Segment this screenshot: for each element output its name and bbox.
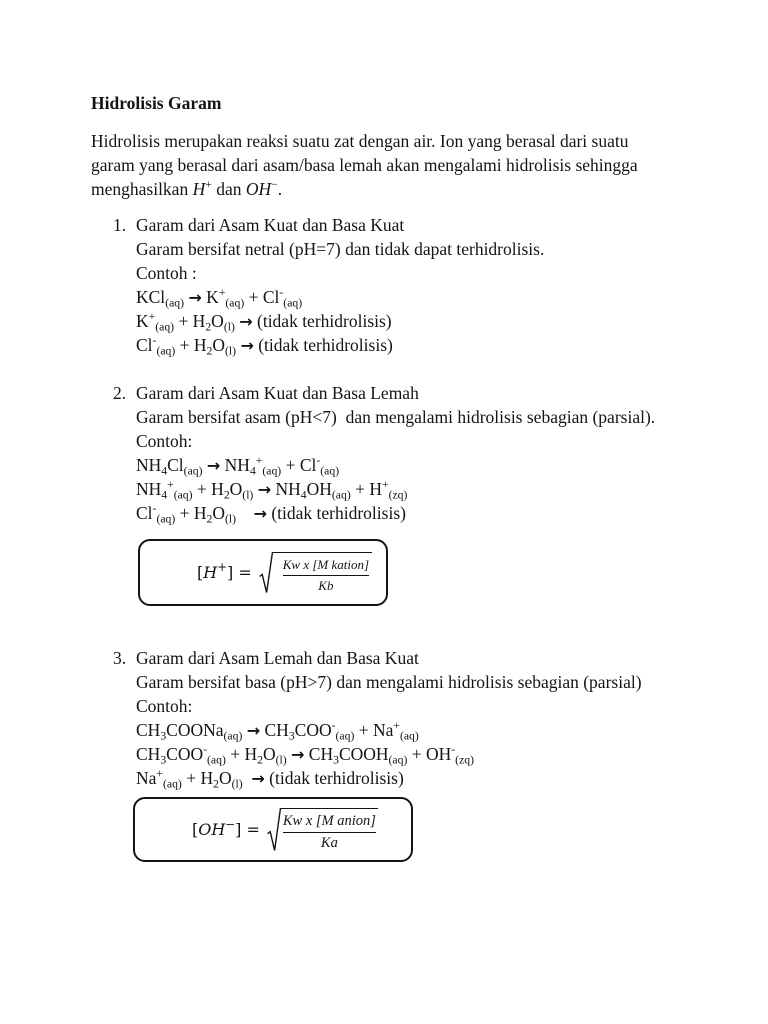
list-number: 2. <box>113 383 127 403</box>
equation-list <box>136 718 743 790</box>
text-run: + OH <box>407 744 452 764</box>
square-root-sign <box>259 552 273 594</box>
chemical-equation <box>136 453 743 477</box>
text-run: + H <box>225 744 258 764</box>
math-symbol: OH <box>198 819 226 839</box>
text-run: O <box>211 311 224 331</box>
text-run: dan <box>211 179 246 199</box>
superscript: + <box>381 478 389 491</box>
text-run: + H <box>192 479 224 499</box>
text-run: CH <box>136 720 161 740</box>
text-run: CH <box>260 720 289 740</box>
text-run: COO <box>166 744 204 764</box>
example-label: Contoh: <box>136 696 193 716</box>
superscript: + <box>217 559 227 574</box>
text-run: + H <box>175 503 207 523</box>
superscript: + <box>156 767 163 780</box>
text-run: NH <box>220 455 250 475</box>
text-run: O <box>262 744 276 764</box>
reaction-arrow: → <box>253 504 267 523</box>
subscript: (aq) <box>335 729 355 743</box>
text-run: (tidak terhidrolisis) <box>253 335 393 355</box>
reaction-arrow: → <box>206 456 221 475</box>
list-item-body <box>136 213 743 357</box>
fraction-numerator: Kw x [M anion] <box>283 813 376 833</box>
subscript: 4 <box>249 464 256 478</box>
subscript: (aq) <box>163 777 182 791</box>
text-run: [ <box>192 819 199 839</box>
text-run: (tidak terhidrolisis) <box>264 768 404 788</box>
subscript: 3 <box>333 753 339 767</box>
text-run: K <box>136 311 149 331</box>
square-root-sign <box>267 808 281 852</box>
text-run: + Cl <box>244 287 280 307</box>
subscript: (aq) <box>156 344 176 358</box>
text-run: O <box>212 335 226 355</box>
subscript: (zq) <box>388 488 408 502</box>
subscript: 3 <box>160 753 167 767</box>
text-run: Hidrolisis merupakan reaksi suatu zat dengan air. Ion yang berasal dari suatu <box>91 131 629 151</box>
text-run: + Na <box>354 720 394 740</box>
subscript: 2 <box>206 344 213 358</box>
subscript: (aq) <box>173 488 193 502</box>
subscript: (aq) <box>283 296 303 310</box>
subscript: (l) <box>223 320 235 334</box>
subscript: (aq) <box>165 296 185 310</box>
superscript: - <box>331 719 336 732</box>
superscript: + <box>167 478 174 491</box>
intro-line <box>91 153 741 177</box>
subscript: 4 <box>161 464 168 478</box>
equation-list <box>136 453 743 525</box>
subscript: (aq) <box>320 464 340 478</box>
subscript: (aq) <box>225 296 245 310</box>
section-description: Garam bersifat netral (pH=7) dan tidak dapat terhidrolisis. <box>136 239 545 259</box>
superscript: - <box>279 286 284 299</box>
section-heading: Garam dari Asam Kuat dan Basa Kuat <box>136 215 405 235</box>
text-run: [ <box>197 562 204 582</box>
example-label: Contoh: <box>136 431 193 451</box>
formula-box-h-ion <box>138 539 388 606</box>
math-symbol: H <box>192 179 206 199</box>
formula-box-oh-ion <box>133 797 413 862</box>
list-item-3 <box>113 646 743 790</box>
superscript: - <box>152 502 157 515</box>
subscript: 2 <box>206 512 213 526</box>
text-run: O <box>212 503 226 523</box>
superscript: − <box>225 816 236 831</box>
subscript: (zq) <box>455 753 474 767</box>
reaction-arrow: → <box>239 312 253 331</box>
text-run: garam yang berasal dari asam/basa lemah akan mengalami hidrolisis sehingga <box>91 155 638 175</box>
chemical-equation <box>136 501 743 525</box>
text-run: Na <box>136 768 157 788</box>
superscript: - <box>152 334 157 347</box>
subscript: 3 <box>160 729 167 743</box>
section-heading: Garam dari Asam Lemah dan Basa Kuat <box>136 648 419 668</box>
text-run: NH <box>271 479 301 499</box>
section-description: Garam bersifat asam (pH<7) dan mengalami hidrolisis sebagian (parsial). <box>136 407 656 427</box>
chemical-equation <box>136 285 743 309</box>
text-run: + H <box>175 335 207 355</box>
text-run: CH <box>136 744 161 764</box>
page-title: Hidrolisis Garam <box>91 93 222 113</box>
text-run: ] = <box>227 562 252 582</box>
formula-lhs <box>192 816 260 840</box>
subscript: (l) <box>242 488 254 502</box>
superscript: + <box>393 719 400 732</box>
text-run: K <box>201 287 219 307</box>
math-symbol: OH <box>245 179 272 199</box>
reaction-arrow: → <box>240 336 254 355</box>
superscript: - <box>451 743 456 756</box>
chemical-equation <box>136 333 743 357</box>
subscript: (aq) <box>262 464 282 478</box>
section-description: Garam bersifat basa (pH>7) dan mengalami hidrolisis sebagian (parsial) <box>136 672 642 692</box>
math-symbol: H <box>203 562 218 582</box>
text-run: + H <box>350 479 382 499</box>
text-run: Cl <box>167 455 184 475</box>
reaction-arrow: → <box>251 769 265 788</box>
list-item-1 <box>113 213 743 357</box>
subscript: (l) <box>225 512 237 526</box>
superscript: + <box>255 454 263 467</box>
formula-lhs <box>197 559 252 583</box>
list-number: 1. <box>113 215 127 235</box>
text-run <box>236 503 254 523</box>
subscript: (aq) <box>331 488 351 502</box>
superscript: - <box>316 454 321 467</box>
section-heading: Garam dari Asam Kuat dan Basa Lemah <box>136 383 419 403</box>
subscript: 4 <box>161 488 168 502</box>
text-run: (tidak terhidrolisis) <box>266 503 406 523</box>
chemical-equation <box>136 309 743 333</box>
chemical-equation <box>136 477 743 501</box>
list-number: 3. <box>113 648 127 668</box>
text-run: ] = <box>235 819 260 839</box>
reaction-arrow: → <box>246 721 261 740</box>
list-item-2 <box>113 381 743 525</box>
square-root <box>259 552 372 594</box>
superscript: + <box>148 310 156 323</box>
equation-list <box>136 285 743 357</box>
text-run: (tidak terhidrolisis) <box>252 311 392 331</box>
intro-paragraph <box>91 129 741 201</box>
subscript: (aq) <box>207 753 226 767</box>
subscript: (aq) <box>223 729 243 743</box>
subscript: (aq) <box>183 464 203 478</box>
subscript: (aq) <box>399 729 419 743</box>
subscript: 2 <box>213 777 219 791</box>
text-run: COONa <box>166 720 224 740</box>
subscript: 2 <box>257 753 263 767</box>
text-run: + H <box>174 311 206 331</box>
subscript: (l) <box>225 344 237 358</box>
text-run: + Cl <box>281 455 317 475</box>
fraction <box>273 552 372 594</box>
subscript: (aq) <box>155 320 175 334</box>
text-run: OH <box>306 479 332 499</box>
superscript: − <box>271 178 278 191</box>
subscript: (l) <box>231 777 243 791</box>
subscript: 3 <box>288 729 295 743</box>
text-run: CH <box>304 744 334 764</box>
intro-line <box>91 129 741 153</box>
intro-line <box>91 177 741 201</box>
subscript: 2 <box>223 488 230 502</box>
subscript: (l) <box>275 753 287 767</box>
fraction-denominator: Ka <box>320 834 338 851</box>
text-run: Cl <box>136 335 153 355</box>
fraction-denominator: Kb <box>318 577 334 593</box>
subscript: 2 <box>205 320 212 334</box>
text-run: menghasilkan <box>91 179 193 199</box>
subscript: 4 <box>300 488 307 502</box>
chemical-equation <box>136 718 743 742</box>
chemical-equation <box>136 766 743 790</box>
superscript: - <box>203 743 208 756</box>
reaction-arrow: → <box>257 480 272 499</box>
text-run: O <box>218 768 232 788</box>
list-item-body <box>136 646 743 790</box>
text-run: KCl <box>136 287 166 307</box>
example-label: Contoh : <box>136 263 197 283</box>
text-run: COO <box>294 720 332 740</box>
superscript: + <box>218 286 226 299</box>
text-run: Cl <box>136 503 153 523</box>
square-root <box>267 808 378 852</box>
reaction-arrow: → <box>291 745 305 764</box>
fraction <box>281 808 378 852</box>
text-run: COOH <box>338 744 389 764</box>
reaction-arrow: → <box>188 288 202 307</box>
text-run: NH <box>136 455 162 475</box>
list-item-body <box>136 381 743 525</box>
fraction-numerator: Kw x [M kation] <box>283 557 369 576</box>
text-run: . <box>277 179 283 199</box>
subscript: (aq) <box>388 753 408 767</box>
superscript: + <box>205 178 212 191</box>
text-run: NH <box>136 479 162 499</box>
text-run: O <box>229 479 243 499</box>
text-run: + H <box>181 768 214 788</box>
chemical-equation <box>136 742 743 766</box>
subscript: (aq) <box>156 512 176 526</box>
